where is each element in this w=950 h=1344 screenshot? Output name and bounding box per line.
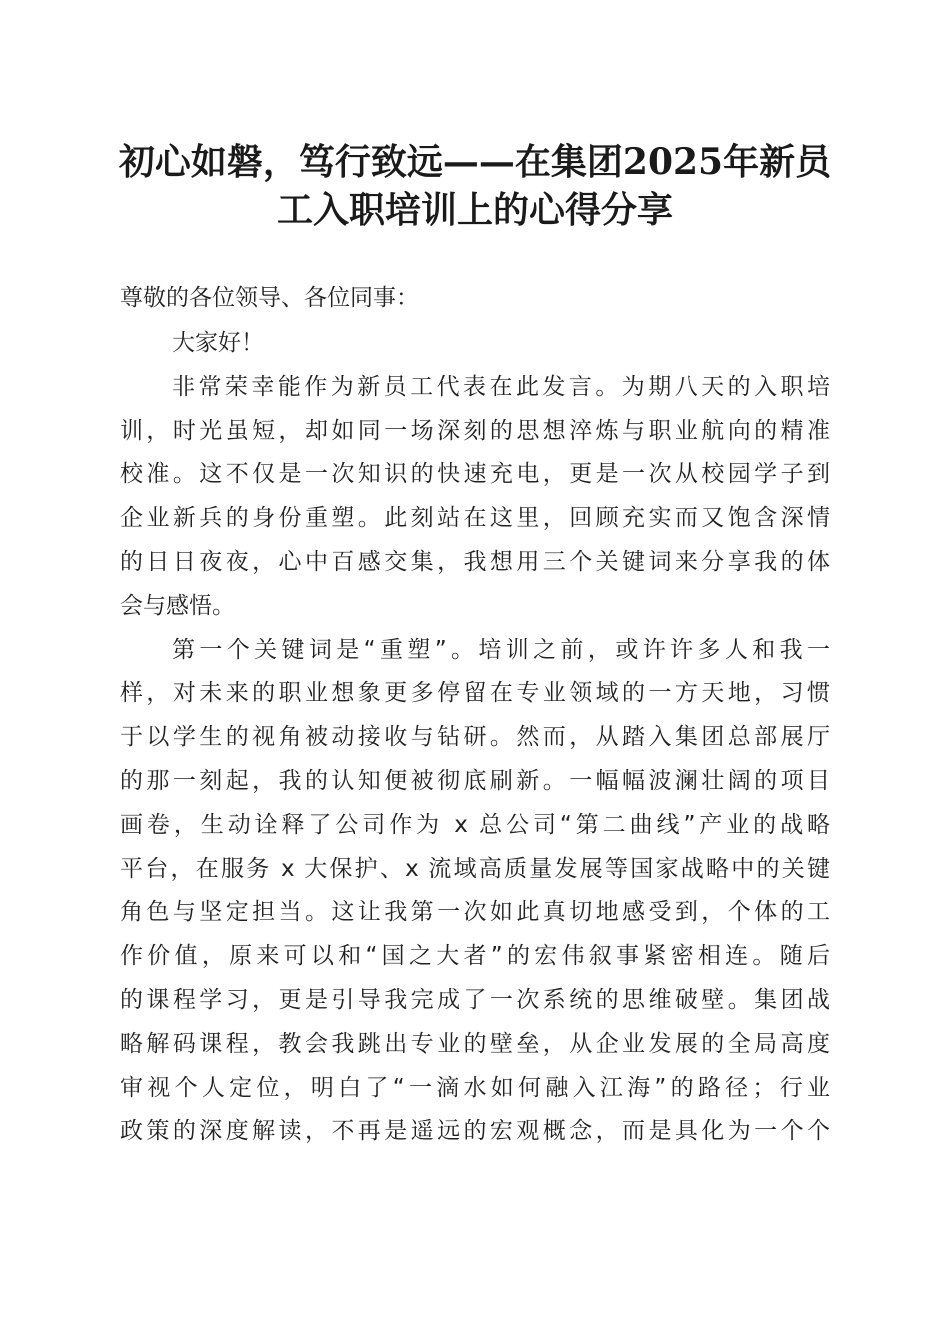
paragraph-line: 的课程学习，更是引导我完成了一次系统的思维破壁。集团战 xyxy=(120,986,830,1013)
paragraph-line: 的那一刻起，我的认知便被彻底刷新。一幅幅波澜壮阔的项目 xyxy=(120,767,830,794)
title-line-1: 初心如磐，笃行致远——在集团2025年新员 xyxy=(118,141,832,183)
paragraph-line: 审视个人定位，明白了“一滴水如何融入江海”的路径；行业 xyxy=(120,1074,830,1101)
paragraph-line: 校准。这不仅是一次知识的快速充电，更是一次从校园学子到 xyxy=(120,461,830,488)
paragraph-line: 略解码课程，教会我跳出专业的壁垒，从企业发展的全局高度 xyxy=(120,1030,830,1057)
paragraph-line: 第一个关键词是“重塑”。培训之前，或许许多人和我一 xyxy=(172,636,830,663)
paragraph-line: 于以学生的视角被动接收与钻研。然而，从踏入集团总部展厅 xyxy=(120,724,830,751)
document-body xyxy=(120,322,830,1154)
greeting: 大家好！ xyxy=(172,330,264,356)
paragraph-line: 非常荣幸能作为新员工代表在此发言。为期八天的入职培 xyxy=(172,373,830,400)
paragraph-line: 作价值，原来可以和“国之大者”的宏伟叙事紧密相连。随后 xyxy=(120,943,830,970)
paragraph-line: 训，时光虽短，却如同一场深刻的思想淬炼与职业航向的精准 xyxy=(120,417,830,444)
salutation: 尊敬的各位领导、各位同事： xyxy=(120,285,419,311)
paragraph-line: 平台，在服务 x 大保护、x 流域高质量发展等国家战略中的关键 xyxy=(120,855,830,882)
paragraph-line: 政策的深度解读，不再是遥远的宏观概念，而是具化为一个个 xyxy=(120,1118,830,1145)
title-line-2: 工入职培训上的心得分享 xyxy=(276,189,673,231)
document-title xyxy=(110,138,840,234)
paragraph-line: 角色与坚定担当。这让我第一次如此真切地感受到，个体的工 xyxy=(120,899,830,926)
paragraph-line: 会与感悟。 xyxy=(120,592,235,619)
paragraph-line: 企业新兵的身份重塑。此刻站在这里，回顾充实而又饱含深情 xyxy=(120,505,830,532)
paragraph-2 xyxy=(120,629,830,1155)
paragraph-line: 样，对未来的职业想象更多停留在专业领域的一方天地，习惯 xyxy=(120,680,830,707)
paragraph-1 xyxy=(120,366,830,629)
paragraph-line: 的日日夜夜，心中百感交集，我想用三个关键词来分享我的体 xyxy=(120,548,830,575)
paragraph-line: 画卷，生动诠释了公司作为 x 总公司“第二曲线”产业的战略 xyxy=(120,811,830,838)
